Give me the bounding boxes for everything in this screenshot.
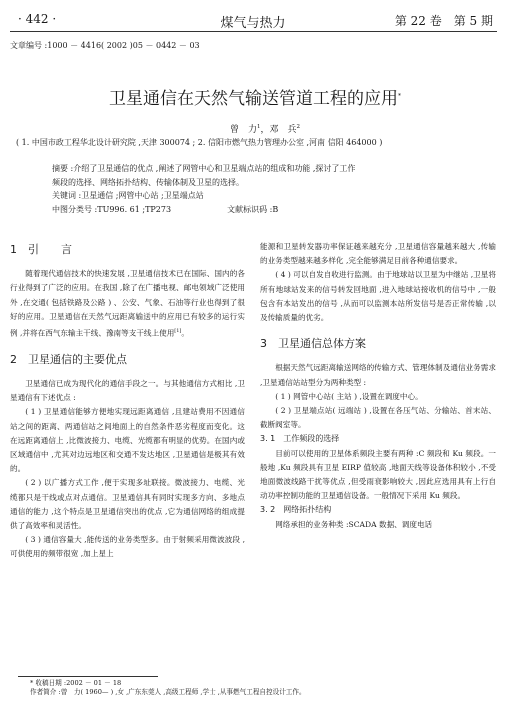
paragraph: 卫星通信已成为现代化的通信手段之一。与其他通信方式相比 ,卫星通信有下述优点 : — [10, 378, 245, 403]
title-mark: * — [398, 92, 401, 100]
paragraph: 随着现代通信技术的快速发展 ,卫星通信技术已在国际、国内的各行业得到了广泛的应用。在我国 ,除了在广播电视、邮电领域广泛使用外 ,在交通( 包括铁路及公路 ) 、公安、气象、石油等行业也得到了很好的应用。卫星通信在天然气远距离输送中的应用已有较多的运行实例 ,并将在西气东输主干线、豫南等支干线上使用[1]。 — [10, 269, 245, 338]
subsection-heading: 3. 1 工作频段的选择 — [260, 434, 340, 444]
footnote — [30, 679, 500, 697]
paragraph: ( 4 ) 可以自发自收进行监测。由于地球站以卫星为中继站 ,卫星将所有地球站发来的信号转发回地面 ,进入地球站接收机的信号中 ,一般包含有本站发出的信号 ,从而可以监测本站所发信号是否正常传输 ,以及传输质量的优劣。 — [260, 270, 496, 323]
abstract-block — [52, 162, 472, 216]
document-code: 文献标识码 :B — [227, 204, 279, 214]
classification-line — [52, 203, 472, 217]
paragraph: ( 1 ) 网管中心站( 主站 ) ,设置在调度中心。 — [275, 391, 423, 401]
paragraph: 目前可以使用的卫星体系频段主要有两种 :C 频段和 Ku 频段。一般地 ,Ku 频段具有卫星 EIRP 值较高 ,地面天线等设备体积较小 ,不受地面微波线路干扰等优点 ,但受雨衰影响较大 ,因此应选用具有上行自动功率控制功能的卫星通信设备。一般情况下采用 Ku 频段。 — [260, 448, 496, 501]
paper-title: 卫星通信在天然气输送管道工程的应用* — [109, 89, 401, 109]
paragraph: ( 1 ) 卫星通信能够方便地实现远距离通信 ,且建站费用不因通信站之间的距离、两通信站之间地面上的自然条件恶劣程度而变化。这在远距离通信上 ,比微波接力、电缆、光缆都有明显的优势。在国内或区域通信中 ,尤其对边远地区和交通不发达地区 ,卫星通信是极其有效的。 — [10, 407, 245, 474]
author-name: 曾 力 — [230, 125, 258, 135]
paragraph: 能源和卫星转发器功率保证越来越充分 ,卫星通信容量越来越大 ,传输的业务类型越来越多样化 ,完全能够满足目前各种通信要求。 — [260, 242, 496, 266]
paragraph: 网络承担的业务种类 :SCADA 数据、调度电话 — [275, 519, 433, 529]
footnote-rule — [18, 676, 158, 677]
keywords: 关键词 :卫星通信 ;网管中心站 ;卫星端点站 — [52, 191, 204, 201]
right-column — [260, 240, 496, 532]
abstract-text: 摘要 :介绍了卫星通信的优点 ,阐述了网管中心和卫星端点站的组成和功能 ,探讨了工作 — [52, 164, 356, 173]
volume-issue: 第 22 卷 第 5 期 — [394, 14, 493, 28]
article-id: 文章编号 :1000 － 4416( 2002 )05 － 0442 － 03 — [10, 41, 200, 50]
authors: 曾 力$^1$，邓 兵$^2$ — [230, 124, 301, 135]
left-column — [10, 236, 245, 562]
section-heading: 3 卫星通信总体方案 — [260, 337, 366, 351]
abstract-text: 频段的选择、网络拓扑结构、传输体制及卫星的选择。 — [52, 177, 244, 187]
subsection-heading: 3. 2 网络拓扑结构 — [260, 505, 332, 515]
paragraph: ( 2 ) 以广播方式工作 ,便于实现多址联接。微波接力、电缆、光缆都只是干线或点对点通信。卫星通信具有同时实现多方向、多地点通信的能力 ,这个特点是卫星通信突出的优点 ,它为通信网络的组成提供了高效率和灵活性。 — [10, 478, 245, 530]
page-number: · 442 · — [18, 12, 57, 26]
paragraph: 根据天然气远距离输送网络的传输方式、管理体制及通信业务需求 ,卫星通信站站型分为两种类型 : — [260, 363, 496, 387]
received-date: * 收稿日期 :2002 － 01 － 18 — [30, 679, 122, 687]
paragraph: ( 2 ) 卫星端点站( 远端站 ) ,设置在各压气站、分输站、首末站、截断阀室等。 — [260, 406, 496, 430]
affiliation: ( 1. 中国市政工程华北设计研究院 ,天津 300074 ; 2. 信阳市燃气热力管理办公室 ,河南 信阳 464000 ) — [16, 138, 383, 147]
author-name: 邓 兵 — [269, 125, 297, 135]
clc-number: 中图分类号 :TU996. 61 ;TP273 — [52, 204, 172, 214]
paragraph: ( 3 ) 通信容量大 ,能传送的业务类型多。由于射频采用微波波段 ,可供使用的频带很宽 ,加上星上 — [10, 535, 245, 559]
header-rule — [10, 31, 497, 32]
section-heading: 2 卫星通信的主要优点 — [10, 352, 127, 366]
journal-name: 煤气与热力 — [220, 16, 286, 31]
author-bio: 作者简介 :曾 力( 1960— ) ,女 ,广东东莞人 ,高级工程师 ,学士 ,从事燃气工程自控设计工作。 — [30, 687, 306, 696]
section-heading: 1 引 言 — [10, 243, 72, 256]
